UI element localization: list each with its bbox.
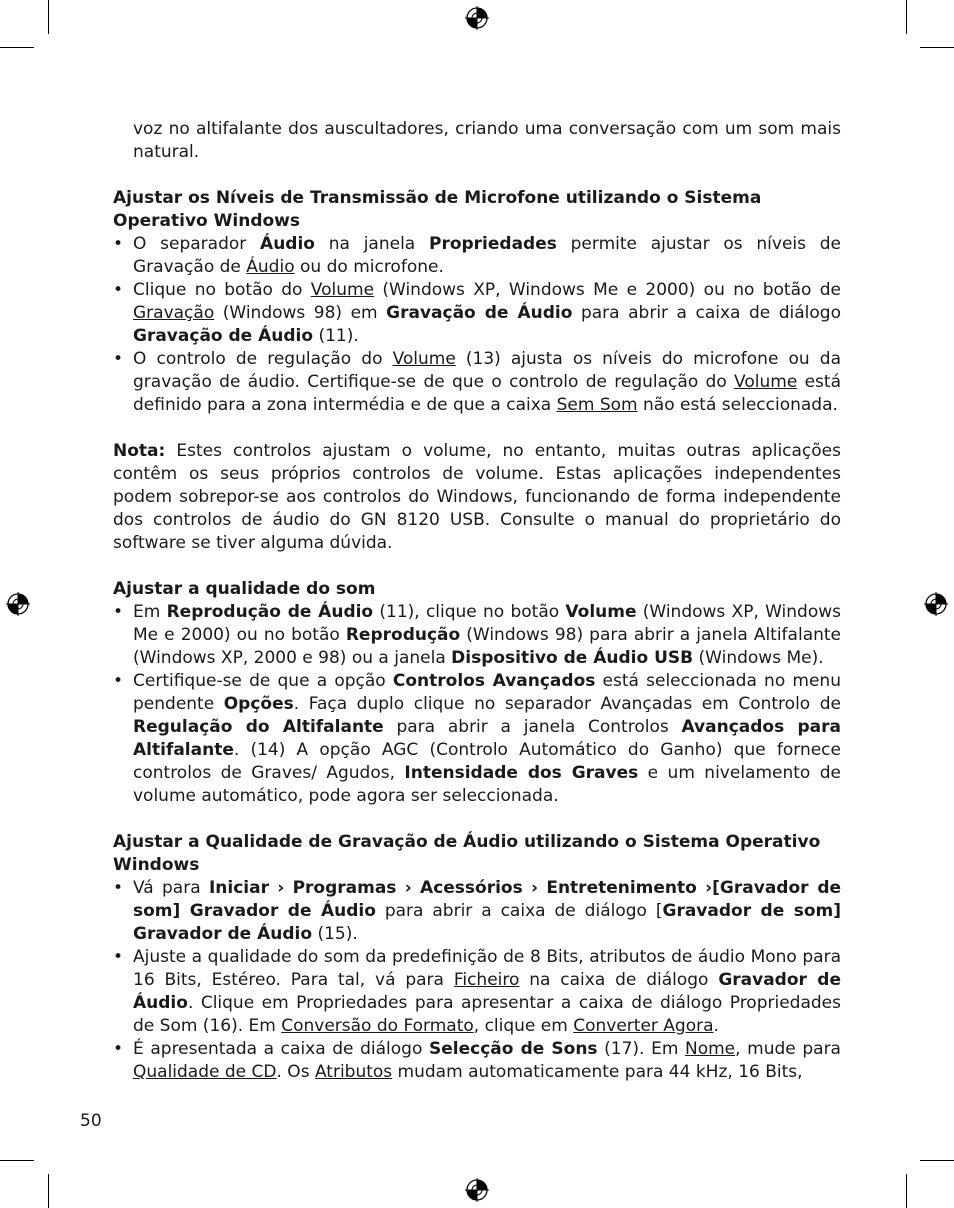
- chevron-right-icon: ›: [705, 878, 713, 898]
- text: . (14) A opção AGC (Controlo Automático do Ganho) que fornece controlos de Graves/ Agudos,: [133, 740, 841, 783]
- term-underlined: Nome: [685, 1039, 736, 1059]
- text: (Windows XP, Windows Me e 2000) ou no botão: [133, 602, 841, 645]
- term-bold: Controlos Avançados: [392, 671, 596, 691]
- text: (15).: [312, 924, 358, 944]
- crop-mark: [906, 0, 907, 34]
- term-underlined: Sem Som: [556, 395, 638, 415]
- text: permite ajustar os níveis de Gravação de: [133, 234, 841, 277]
- text: (Windows Me).: [693, 648, 824, 668]
- text: . Os: [276, 1062, 315, 1082]
- section-heading-mic-levels: Ajustar os Níveis de Transmissão de Microfone utilizando o Sistema Operativo Windows: [113, 188, 762, 231]
- list-item: [113, 877, 841, 946]
- term-bold: Áudio: [260, 234, 315, 254]
- term-bold: Reprodução: [345, 625, 461, 645]
- note-text: Estes controlos ajustam o volume, no entanto, muitas outras aplicações contêm os seus próprios controlos de volume. Estas aplicações independentes podem sobrepor-se aos controlos do Windows, funcionando de forma independente dos controlos de áudio do GN 8120 USB. Consulte o manual do proprietário do software se tiver alguma dúvida.: [113, 441, 841, 553]
- term-bold: Reprodução de Áudio: [166, 602, 374, 622]
- term-underlined: Conversão do Formato: [281, 1016, 474, 1036]
- text: (Windows XP, Windows Me e 2000) ou no botão de: [374, 280, 841, 300]
- text: . Faça duplo clique no separador Avançadas em Controlo de: [293, 694, 842, 714]
- term-underlined: Qualidade de CD: [133, 1062, 277, 1082]
- term-bold: Intensidade dos Graves: [404, 763, 639, 783]
- bullet-list-recording-quality: [113, 877, 841, 1084]
- note-label: Nota:: [113, 441, 166, 461]
- term-underlined: Ficheiro: [453, 970, 520, 990]
- term-underlined: Volume: [734, 372, 798, 392]
- text: É apresentada a caixa de diálogo: [133, 1039, 429, 1059]
- text: não está seleccionada.: [637, 395, 838, 415]
- registration-mark-icon: [465, 1178, 489, 1202]
- registration-mark-icon: [924, 592, 948, 616]
- term-underlined: Converter Agora: [573, 1016, 714, 1036]
- bullet-list-mic-levels: [113, 233, 841, 417]
- menu-path-step: Iniciar: [208, 878, 269, 898]
- registration-mark-icon: [465, 6, 489, 30]
- menu-path-step: Entretenimento: [546, 878, 697, 898]
- text: , mude para: [735, 1039, 841, 1059]
- section-heading-recording-quality: Ajustar a Qualidade de Gravação de Áudio utilizando o Sistema Operativo Windows: [113, 832, 821, 875]
- text: ou do microfone.: [294, 257, 444, 277]
- list-item: [113, 233, 841, 279]
- term-bold: Gravação de Áudio: [386, 303, 573, 323]
- text: mudam automaticamente para 44 kHz, 16 Bits,: [392, 1062, 803, 1082]
- term-bold: Volume: [565, 602, 637, 622]
- text: (Windows 98) para abrir a janela Altifalante (Windows XP, 2000 e 98) ou a janela: [133, 625, 842, 668]
- text: Clique no botão do: [133, 280, 311, 300]
- list-item: [113, 1038, 841, 1084]
- text: para abrir a caixa de diálogo: [572, 303, 842, 323]
- menu-path-step: Programas: [292, 878, 397, 898]
- menu-path-step: [Gravador de som] Gravador de Áudio: [133, 878, 842, 921]
- text: Ajuste a qualidade do som da predefinição de 8 Bits, atributos de áudio Mono para 16 Bits, Estéreo. Para tal, vá para: [133, 947, 841, 990]
- list-item: [113, 348, 841, 417]
- text: (13) ajusta os níveis do microfone ou da gravação de áudio. Certifique-se de que o controlo de regulação do: [133, 349, 841, 392]
- text: .: [713, 1016, 719, 1036]
- term-bold: Gravador de som] Gravador de Áudio: [133, 901, 841, 944]
- list-item: [113, 670, 841, 808]
- chevron-right-icon: ›: [277, 878, 285, 898]
- text: na caixa de diálogo: [519, 970, 719, 990]
- crop-mark: [906, 1174, 907, 1208]
- term-underlined: Volume: [310, 280, 375, 300]
- intro-continuation: voz no altifalante dos auscultadores, criando uma conversação com um som mais natural.: [133, 119, 841, 162]
- chevron-right-icon: ›: [404, 878, 412, 898]
- text: para abrir a janela Controlos: [383, 717, 682, 737]
- text: Vá para: [133, 878, 209, 898]
- section-heading-sound-quality: Ajustar a qualidade do som: [113, 579, 376, 599]
- menu-path-step: Acessórios: [420, 878, 523, 898]
- text: está definido para a zona intermédia e de que a caixa: [133, 372, 841, 415]
- crop-mark: [0, 47, 34, 48]
- crop-mark: [920, 47, 954, 48]
- bullet-list-sound-quality: [113, 601, 841, 808]
- text: (17). Em: [597, 1039, 685, 1059]
- term-bold: Regulação do Altifalante: [133, 717, 384, 737]
- crop-mark: [0, 1160, 34, 1161]
- text: para abrir a caixa de diálogo [: [375, 901, 663, 921]
- term-underlined: Volume: [392, 349, 456, 369]
- crop-mark: [48, 1174, 49, 1208]
- list-item: [113, 279, 841, 348]
- term-bold: Opções: [223, 694, 294, 714]
- term-bold: Avançados para Altifalante: [133, 717, 842, 760]
- term-underlined: Atributos: [314, 1062, 393, 1082]
- text: (11).: [313, 326, 359, 346]
- term-bold: Gravação de Áudio: [133, 326, 314, 346]
- text: , clique em: [473, 1016, 574, 1036]
- note-paragraph: [113, 440, 841, 555]
- page-number: 50: [80, 1111, 102, 1131]
- text: está seleccionada no menu pendente: [133, 671, 841, 714]
- term-bold: Selecção de Sons: [429, 1039, 598, 1059]
- text: na janela: [314, 234, 429, 254]
- text: (Windows 98) em: [214, 303, 387, 323]
- text: O controlo de regulação do: [133, 349, 393, 369]
- text: (11), clique no botão: [373, 602, 566, 622]
- term-bold: Dispositivo de Áudio USB: [451, 648, 694, 668]
- term-underlined: Áudio: [246, 257, 295, 277]
- list-item: [113, 601, 841, 670]
- text: e um nivelamento de volume automático, pode agora ser seleccionada.: [133, 763, 841, 806]
- registration-mark-icon: [6, 592, 30, 616]
- text: Certifique-se de que a opção: [133, 671, 393, 691]
- text: . Clique em Propriedades para apresentar a caixa de diálogo Propriedades de Som (16). Em: [133, 993, 841, 1036]
- crop-mark: [920, 1160, 954, 1161]
- crop-mark: [48, 0, 49, 34]
- text: O separador: [133, 234, 261, 254]
- term-bold: Gravador de Áudio: [133, 970, 841, 1013]
- text: Em: [133, 602, 167, 622]
- chevron-right-icon: ›: [531, 878, 539, 898]
- list-item: [113, 946, 841, 1038]
- term-underlined: Gravação: [133, 303, 215, 323]
- page-body: [113, 118, 841, 1084]
- term-bold: Propriedades: [428, 234, 557, 254]
